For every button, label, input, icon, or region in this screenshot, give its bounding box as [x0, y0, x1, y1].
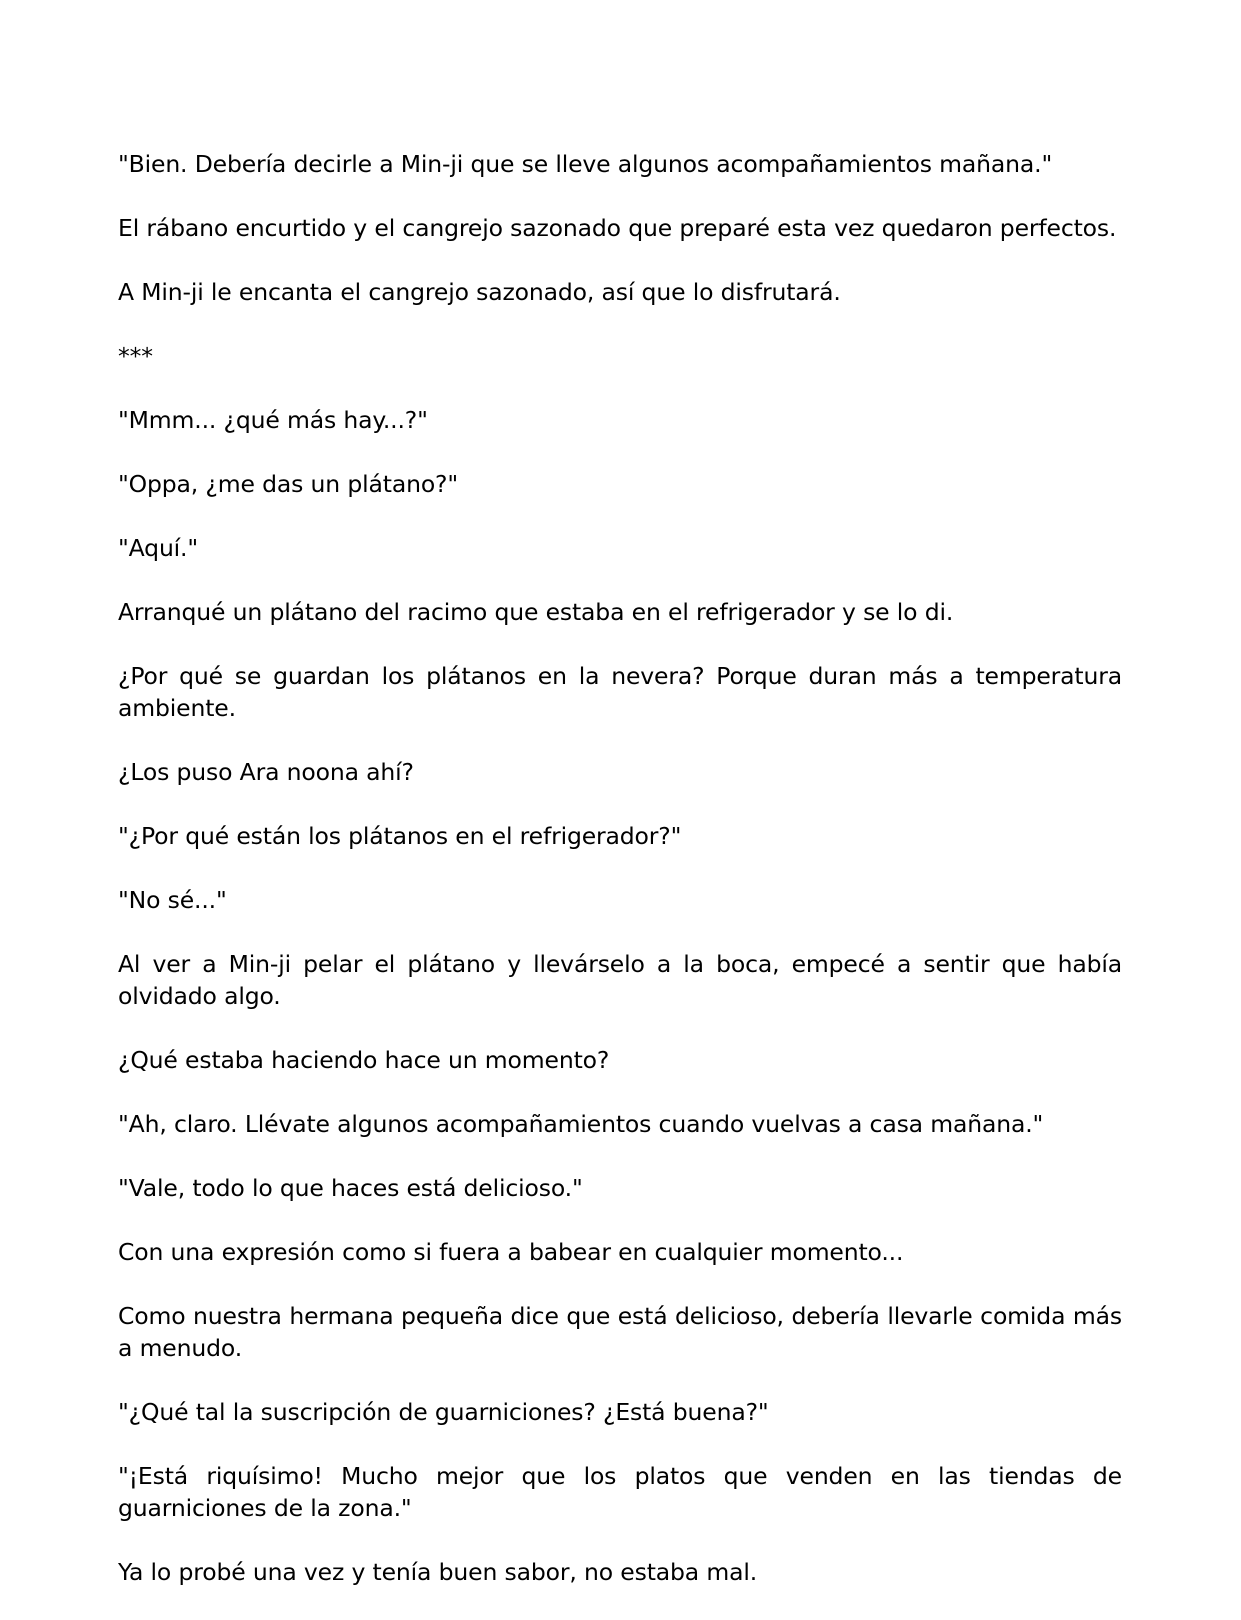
paragraph: Ya lo probé una vez y tenía buen sabor, no estaba mal.: [118, 1558, 758, 1586]
paragraph: Arranqué un plátano del racimo que estaba en el refrigerador y se lo di.: [118, 598, 954, 626]
paragraph: "¿Qué tal la suscripción de guarniciones? ¿Está buena?": [118, 1398, 769, 1426]
document-body: [118, 148, 1122, 1620]
paragraph: "¿Por qué están los plátanos en el refrigerador?": [118, 822, 682, 850]
paragraph: "No sé...": [118, 886, 227, 914]
paragraph: ¿Por qué se guardan los plátanos en la nevera? Porque duran más a temperatura ambiente.: [118, 662, 1122, 722]
paragraph: "Bien. Debería decirle a Min-ji que se lleve algunos acompañamientos mañana.": [118, 150, 1053, 178]
paragraph: Como nuestra hermana pequeña dice que está delicioso, debería llevarle comida más a menudo.: [118, 1302, 1122, 1362]
paragraph: "Ah, claro. Llévate algunos acompañamientos cuando vuelvas a casa mañana.": [118, 1110, 1044, 1138]
paragraph: Con una expresión como si fuera a babear en cualquier momento...: [118, 1238, 904, 1266]
paragraph: "¡Está riquísimo! Mucho mejor que los platos que venden en las tiendas de guarniciones de la zona.": [118, 1462, 1122, 1522]
paragraph: ¿Qué estaba haciendo hace un momento?: [118, 1046, 610, 1074]
paragraph: "Mmm... ¿qué más hay...?": [118, 406, 428, 434]
paragraph: "Vale, todo lo que haces está delicioso.": [118, 1174, 583, 1202]
paragraph: "Oppa, ¿me das un plátano?": [118, 470, 459, 498]
paragraph: A Min-ji le encanta el cangrejo sazonado, así que lo disfrutará.: [118, 278, 841, 306]
paragraph: ¿Los puso Ara noona ahí?: [118, 758, 414, 786]
paragraph: El rábano encurtido y el cangrejo sazonado que preparé esta vez quedaron perfectos.: [118, 214, 1117, 242]
scene-break: ***: [118, 342, 153, 370]
paragraph: Al ver a Min-ji pelar el plátano y llevárselo a la boca, empecé a sentir que había olvidado algo.: [118, 950, 1122, 1010]
paragraph: "Aquí.": [118, 534, 199, 562]
